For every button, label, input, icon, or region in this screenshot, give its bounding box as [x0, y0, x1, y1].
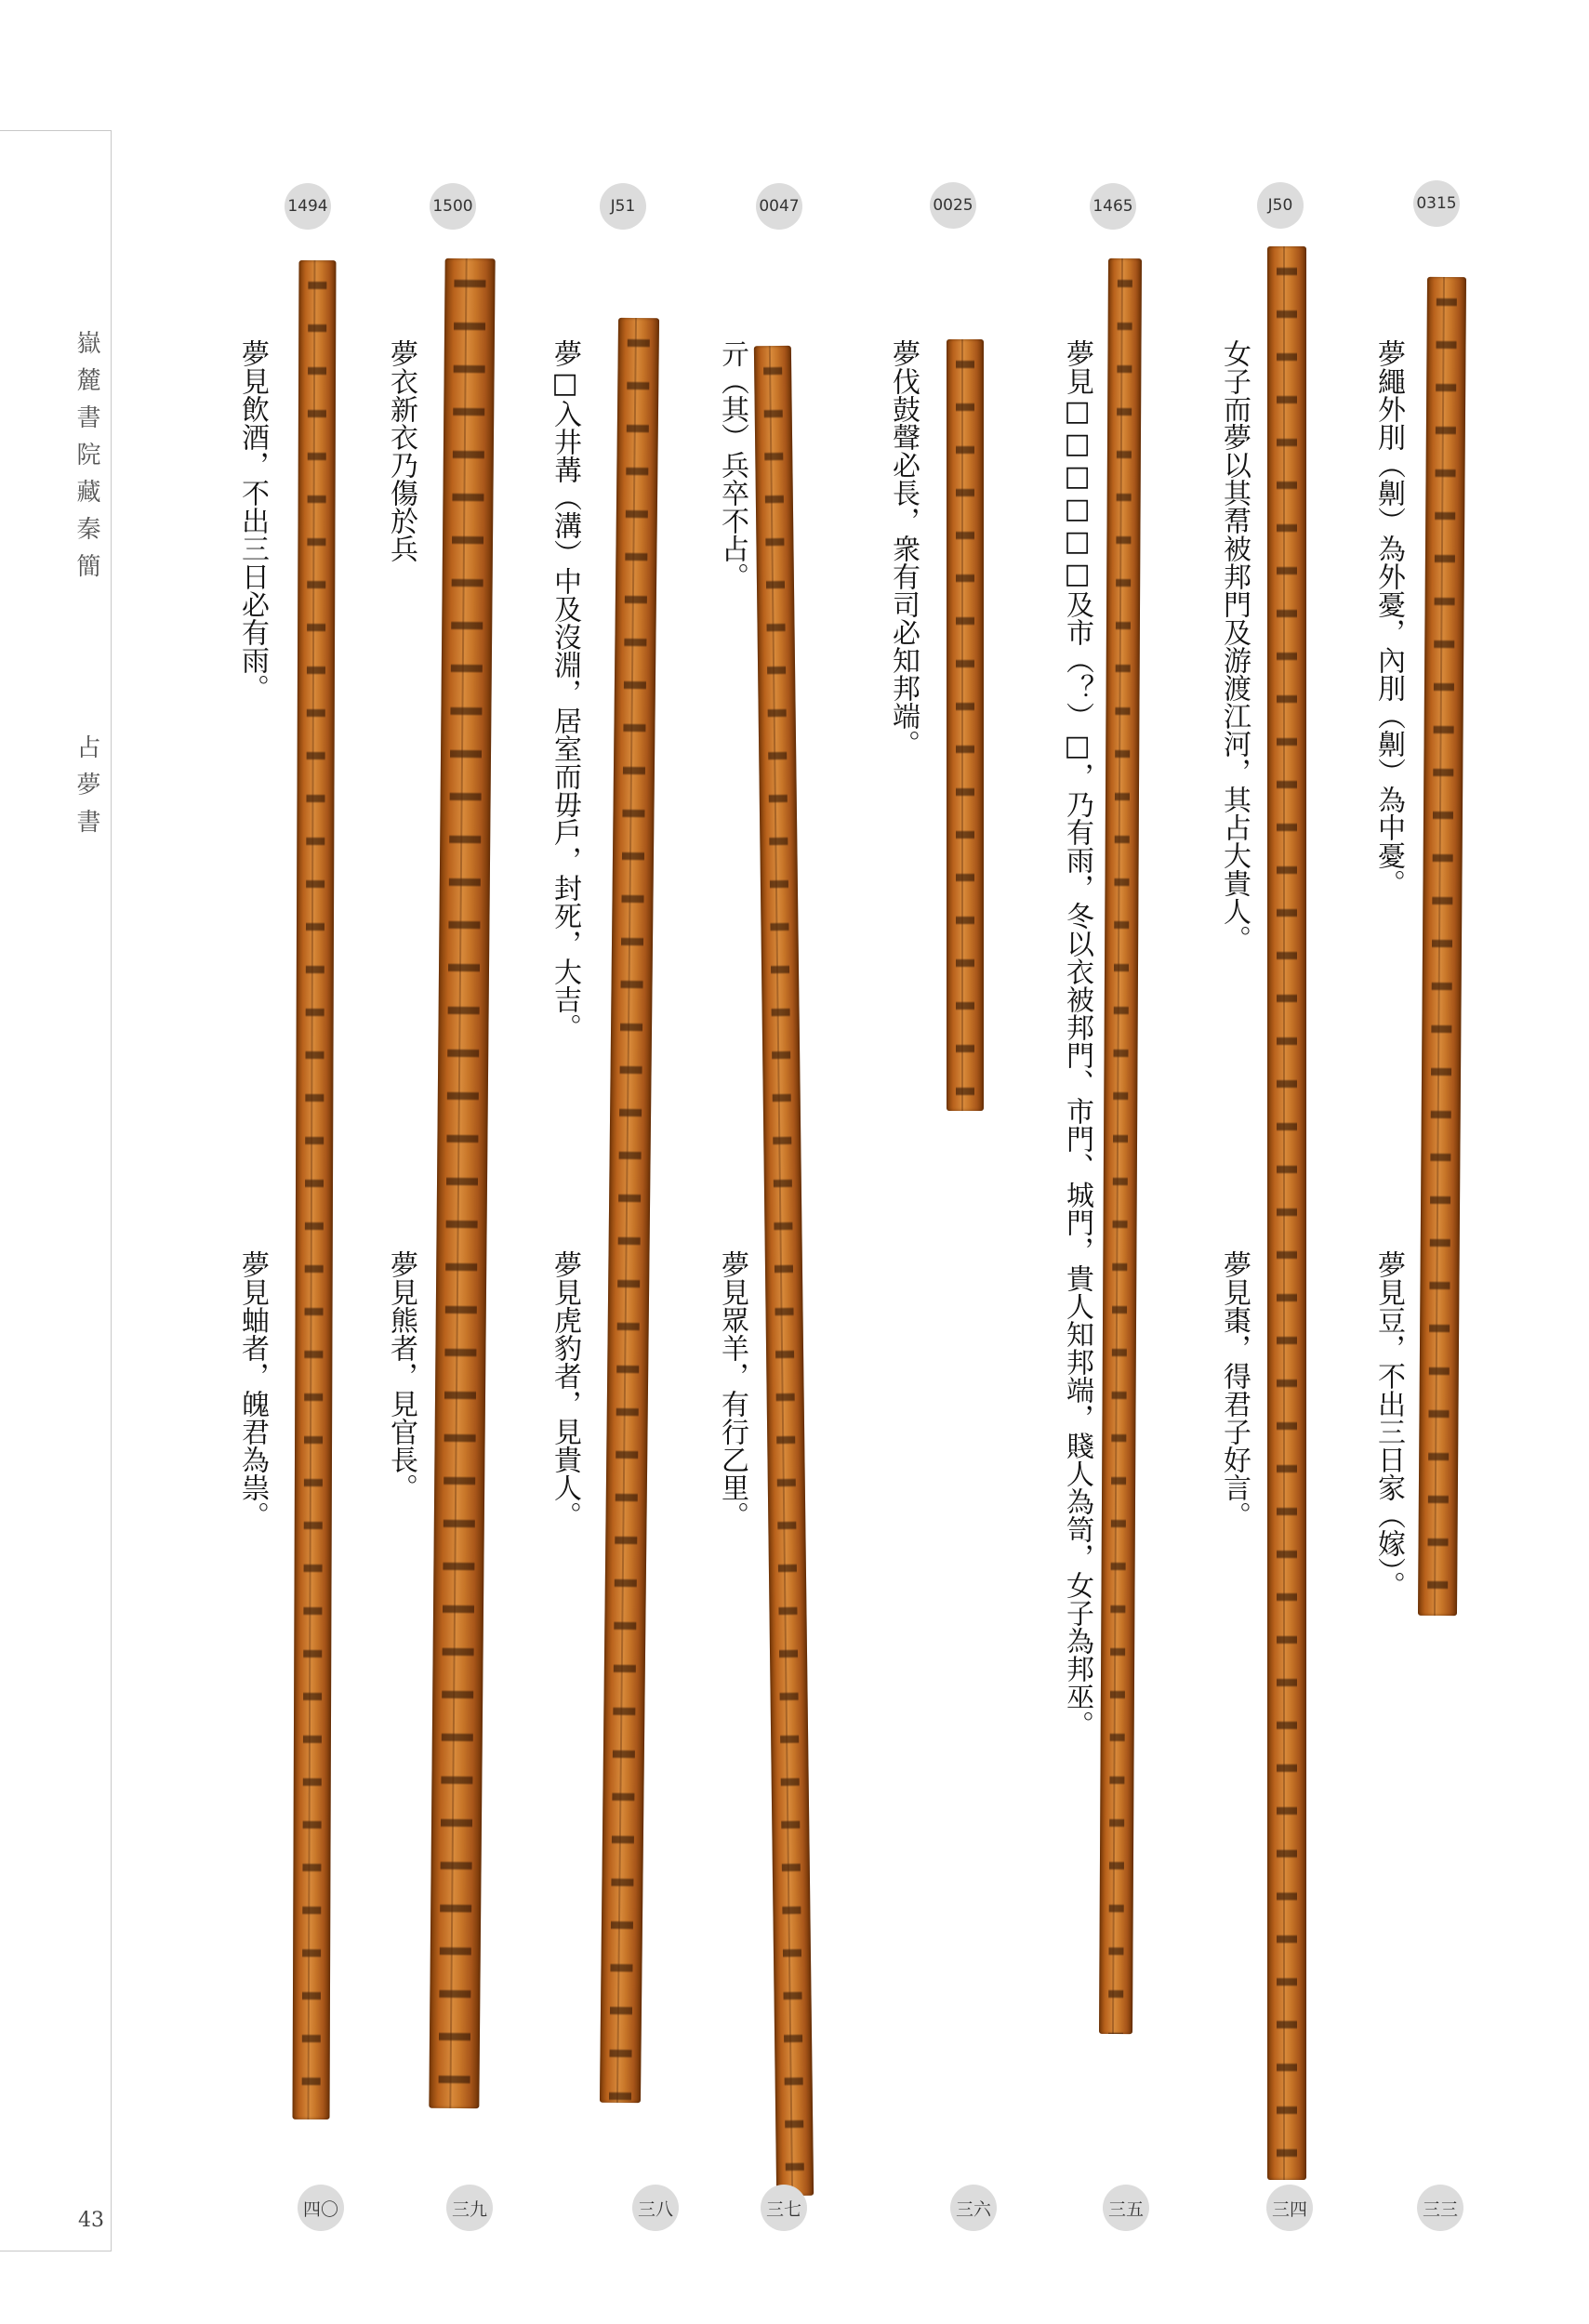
slip-order-badge: 三五	[1103, 2185, 1149, 2231]
bamboo-slip	[429, 258, 495, 2108]
slip-transcript-upper: 夢繩外刖（劓）為外憂，內刖（劓）為中憂。	[1372, 339, 1405, 897]
slip-transcript-upper: 夢伐鼓聲必長，衆有司必知邦端。	[887, 339, 920, 758]
slip-transcript-lower: 夢見豆，不出三日家（嫁）。	[1372, 1250, 1405, 1599]
slip-transcript-upper: 夢□入井冓（溝）中及沒淵，居室而毋戶，封死，大吉。	[549, 339, 581, 1041]
book-title: 嶽麓書院藏秦簡	[73, 330, 100, 590]
slip-number-badge: 1494	[285, 183, 331, 230]
slip-order-badge: 三四	[1266, 2185, 1313, 2231]
slip-transcript-upper: 夢見□□□□□□及市（？）□，乃有雨，冬以衣被邦門、市門、城門，貴人知邦端，賤人為笥，女子為邦巫。	[1061, 339, 1093, 1738]
slip-transcript-upper: 夢見飲酒，不出三日必有雨。	[236, 339, 269, 702]
slip-transcript-lower: 夢見棗，得君子好言。	[1218, 1250, 1251, 1529]
slip-number-badge: J51	[600, 183, 646, 230]
bamboo-slip	[1418, 277, 1466, 1616]
slip-transcript-upper: 女子而夢以其帬被邦門及游渡江河，其占大貴人。	[1218, 339, 1251, 953]
slip-number-badge: 1465	[1090, 183, 1136, 230]
page-number: 43	[78, 2209, 104, 2232]
bamboo-slip	[600, 318, 659, 2103]
slip-transcript-lower: 夢見蚰者，魄君為祟。	[236, 1250, 269, 1529]
slip-order-badge: 三九	[446, 2185, 493, 2231]
bamboo-slip	[947, 339, 984, 1111]
slip-number-badge: 0025	[930, 182, 976, 229]
slip-transcript-upper: 亓（其）兵卒不占。	[716, 339, 748, 590]
bamboo-slip	[1099, 258, 1142, 2034]
slip-order-badge: 三八	[632, 2185, 679, 2231]
section-title: 占夢書	[73, 734, 100, 846]
slip-transcript-lower: 夢見虎豹者，見貴人。	[549, 1250, 581, 1529]
slip-transcript-upper: 夢衣新衣乃傷於兵	[385, 339, 417, 562]
slip-order-badge: 三三	[1417, 2185, 1463, 2231]
slip-number-badge: 0315	[1413, 180, 1460, 227]
slip-number-badge: J50	[1257, 182, 1304, 229]
bamboo-slip	[754, 346, 814, 2196]
bamboo-slip	[1267, 246, 1306, 2180]
bamboo-slip	[293, 260, 337, 2119]
slip-transcript-lower: 夢見眾羊，有行乙里。	[716, 1250, 748, 1529]
slip-number-badge: 1500	[430, 183, 476, 230]
slip-order-badge: 三七	[761, 2185, 807, 2231]
slip-order-badge: 四〇	[298, 2185, 344, 2231]
slip-number-badge: 0047	[756, 183, 802, 230]
slip-order-badge: 三六	[950, 2185, 997, 2231]
slip-transcript-lower: 夢見熊者，見官長。	[385, 1250, 417, 1501]
